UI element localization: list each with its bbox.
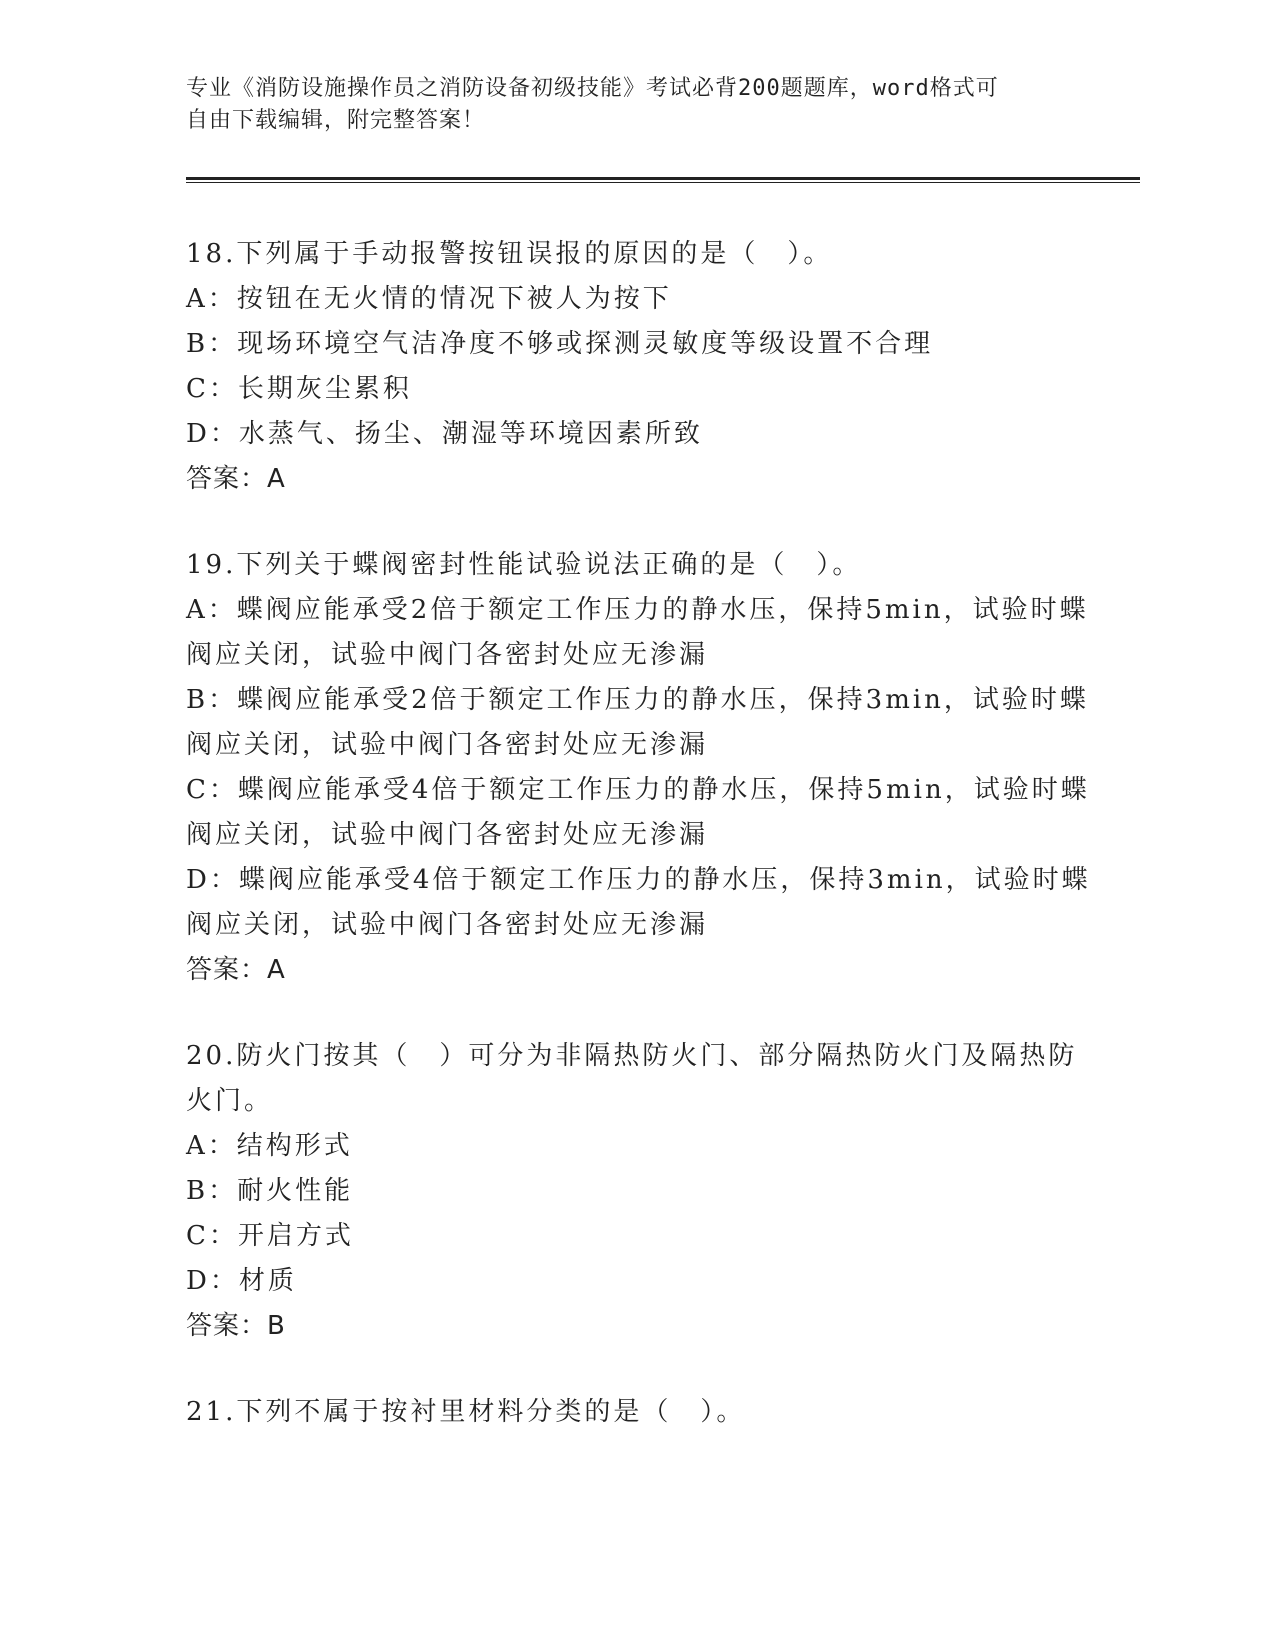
header-divider-thin (186, 182, 1140, 183)
answer-line: 答案：A (186, 955, 286, 985)
question-option: 阀应关闭，试验中阀门各密封处应无渗漏 (186, 730, 709, 760)
question-stem: 火门。 (186, 1086, 274, 1116)
answer-line: 答案：B (186, 1311, 286, 1341)
question-stem: 20.防火门按其（ ）可分为非隔热防火门、部分隔热防火门及隔热防 (186, 1041, 1078, 1071)
question-stem: 18.下列属于手动报警按钮误报的原因的是（ ）。 (186, 239, 833, 269)
question-option: B：耐火性能 (186, 1176, 354, 1206)
question-option: D：水蒸气、扬尘、潮湿等环境因素所致 (186, 419, 703, 449)
question-option: 阀应关闭，试验中阀门各密封处应无渗漏 (186, 820, 709, 850)
question-option: B：蝶阀应能承受2倍于额定工作压力的静水压，保持3min，试验时蝶 (186, 685, 1089, 715)
question-block (186, 1390, 1076, 1435)
header-line-2: 自由下载编辑，附完整答案！ (186, 108, 486, 133)
header-divider (186, 177, 1140, 180)
question-option: B：现场环境空气洁净度不够或探测灵敏度等级设置不合理 (186, 329, 934, 359)
header-line-1: 专业《消防设施操作员之消防设备初级技能》考试必背200题题库，word格式可 (186, 76, 999, 101)
question-block (186, 543, 1091, 993)
question-option: C：蝶阀应能承受4倍于额定工作压力的静水压，保持5min，试验时蝶 (186, 775, 1090, 805)
question-option: C：长期灰尘累积 (186, 374, 412, 404)
question-option: C：开启方式 (186, 1221, 354, 1251)
answer-line: 答案：A (186, 464, 286, 494)
question-option: A：结构形式 (186, 1131, 353, 1161)
question-option: 阀应关闭，试验中阀门各密封处应无渗漏 (186, 640, 709, 670)
question-block (186, 232, 1076, 502)
question-option: A：蝶阀应能承受2倍于额定工作压力的静水压，保持5min，试验时蝶 (186, 595, 1089, 625)
question-block (186, 1034, 1076, 1349)
question-option: D：材质 (186, 1266, 297, 1296)
question-list (186, 232, 1091, 1476)
document-header (186, 73, 1086, 137)
question-option: D：蝶阀应能承受4倍于额定工作压力的静水压，保持3min，试验时蝶 (186, 865, 1091, 895)
question-stem: 21.下列不属于按衬里材料分类的是（ ）。 (186, 1397, 746, 1427)
question-option: 阀应关闭，试验中阀门各密封处应无渗漏 (186, 910, 709, 940)
question-option: A：按钮在无火情的情况下被人为按下 (186, 284, 672, 314)
question-stem: 19.下列关于蝶阀密封性能试验说法正确的是（ ）。 (186, 550, 862, 580)
